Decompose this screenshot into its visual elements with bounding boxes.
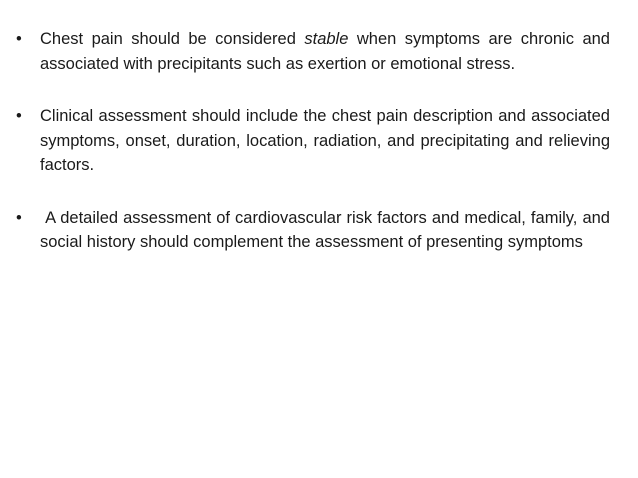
bullet-list — [16, 27, 615, 283]
bullet-text-before: Chest pain should be considered — [40, 30, 305, 48]
bullet-dot-icon: • — [16, 107, 22, 125]
bullet-item-clinical-assessment — [16, 104, 610, 178]
bullet-text-after: when symptoms are chronic and associated with precipitants such as exertion or emotional stress. — [40, 30, 610, 73]
bullet-item-stable-chest-pain — [16, 27, 610, 76]
bullet-text: A detailed assessment of cardiovascular risk factors and medical, family, and social history should complement the assessment of presenting symptoms — [40, 208, 615, 251]
bullet-item-risk-factors — [16, 206, 615, 255]
bullet-dot-icon: • — [16, 208, 22, 227]
bullet-text: Clinical assessment should include the chest pain description and associated symptoms, onset, duration, location, radiation, and precipitating and relieving factors. — [40, 107, 610, 174]
bullet-text — [40, 27, 610, 76]
bullet-dot-icon: • — [16, 30, 22, 48]
bullet-text-emphasis: stable — [304, 30, 349, 48]
